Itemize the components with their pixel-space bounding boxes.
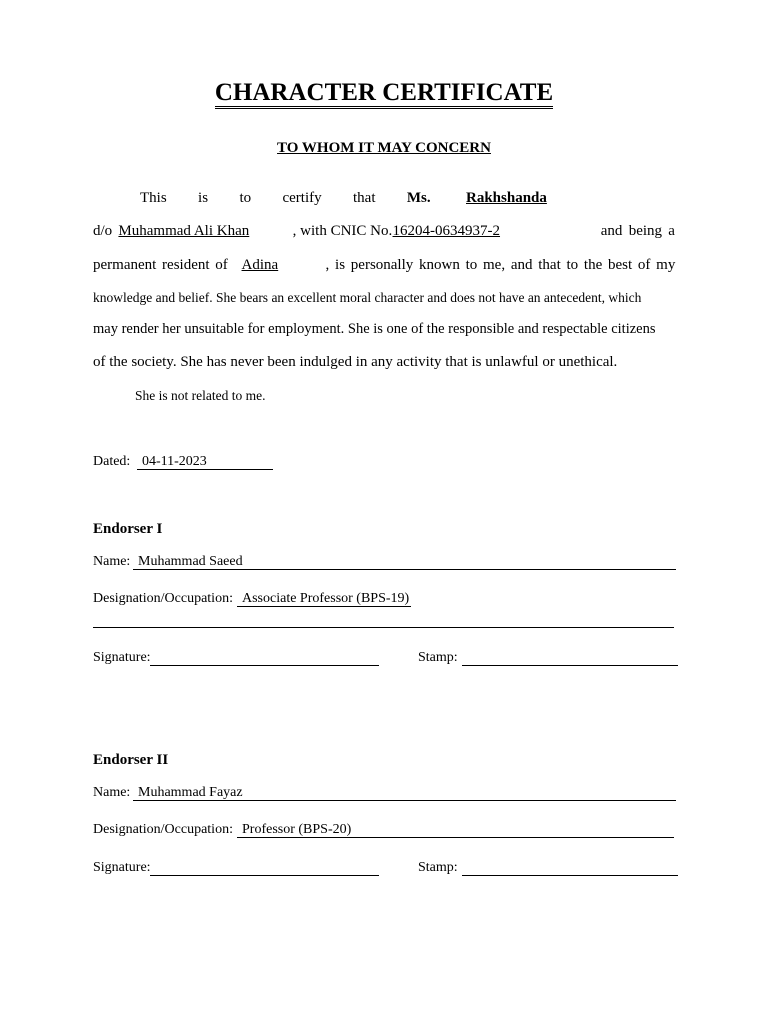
endorser-2-name-value: Muhammad Fayaz — [138, 785, 243, 800]
cnic-label: , with CNIC No. — [292, 223, 393, 239]
do-label: d/o — [93, 223, 113, 239]
paragraph-line-1 — [140, 190, 662, 207]
endorser-2-heading: Endorser II — [93, 752, 169, 768]
word-a: a — [668, 223, 675, 239]
endorser-1-heading: Endorser I — [93, 521, 163, 537]
word-that: that — [353, 190, 376, 206]
endorser-1-designation-line-2 — [93, 627, 674, 628]
word-certify: certify — [282, 190, 322, 206]
candidate-name: Rakhshanda — [466, 190, 547, 206]
endorser-1-name-value: Muhammad Saeed — [138, 554, 243, 569]
word-is: is — [198, 190, 209, 206]
word-ms: Ms. — [406, 190, 431, 206]
dated-value: 04-11-2023 — [142, 454, 207, 469]
father-name: Muhammad Ali Khan — [118, 223, 250, 239]
paragraph-line-6: of the society. She has never been indulged in any activity that is unlawful or unethical. — [93, 354, 618, 370]
certificate-subtitle: TO WHOM IT MAY CONCERN — [277, 140, 491, 156]
word-to: to — [239, 190, 252, 206]
paragraph-line-5: may render her unsuitable for employment. She is one of the responsible and respectable citizens — [93, 321, 656, 337]
dated-label: Dated: — [93, 454, 131, 469]
paragraph-line-7: She is not related to me. — [135, 388, 266, 403]
word-this: This — [140, 190, 167, 206]
endorser-1-designation-value: Associate Professor (BPS-19) — [242, 591, 410, 606]
certificate-title-text: CHARACTER CERTIFICATE — [215, 80, 553, 109]
endorser-2-signature-label: Signature: — [93, 860, 151, 875]
endorser-1-signature-line — [150, 665, 379, 666]
residence-continuation: , is personally known to me, and that to the best of my — [325, 257, 676, 273]
endorser-2-stamp-label: Stamp: — [418, 860, 458, 875]
residence-value: Adina — [241, 257, 279, 273]
endorser-1-designation-label: Designation/Occupation: — [93, 591, 233, 606]
paragraph-line-4: knowledge and belief. She bears an excellent moral character and does not have an antecedent, which — [93, 290, 642, 305]
endorser-1-name-label: Name: — [93, 554, 131, 569]
endorser-2-designation-value: Professor (BPS-20) — [242, 822, 352, 837]
endorser-2-name-label: Name: — [93, 785, 131, 800]
endorser-2-signature-line — [150, 875, 379, 876]
endorser-2-designation-label: Designation/Occupation: — [93, 822, 233, 837]
endorser-2-stamp-line — [462, 875, 678, 876]
word-being: being — [628, 223, 663, 239]
paragraph-line-3 — [93, 257, 675, 274]
cnic-number: 16204-0634937-2 — [392, 223, 501, 239]
endorser-1-stamp-line — [462, 665, 678, 666]
residence-label: permanent resident of — [93, 257, 228, 273]
endorser-1-stamp-label: Stamp: — [418, 650, 458, 665]
word-and: and — [600, 223, 623, 239]
paragraph-line-2 — [93, 223, 675, 240]
endorser-1-signature-label: Signature: — [93, 650, 151, 665]
certificate-title — [0, 78, 768, 109]
